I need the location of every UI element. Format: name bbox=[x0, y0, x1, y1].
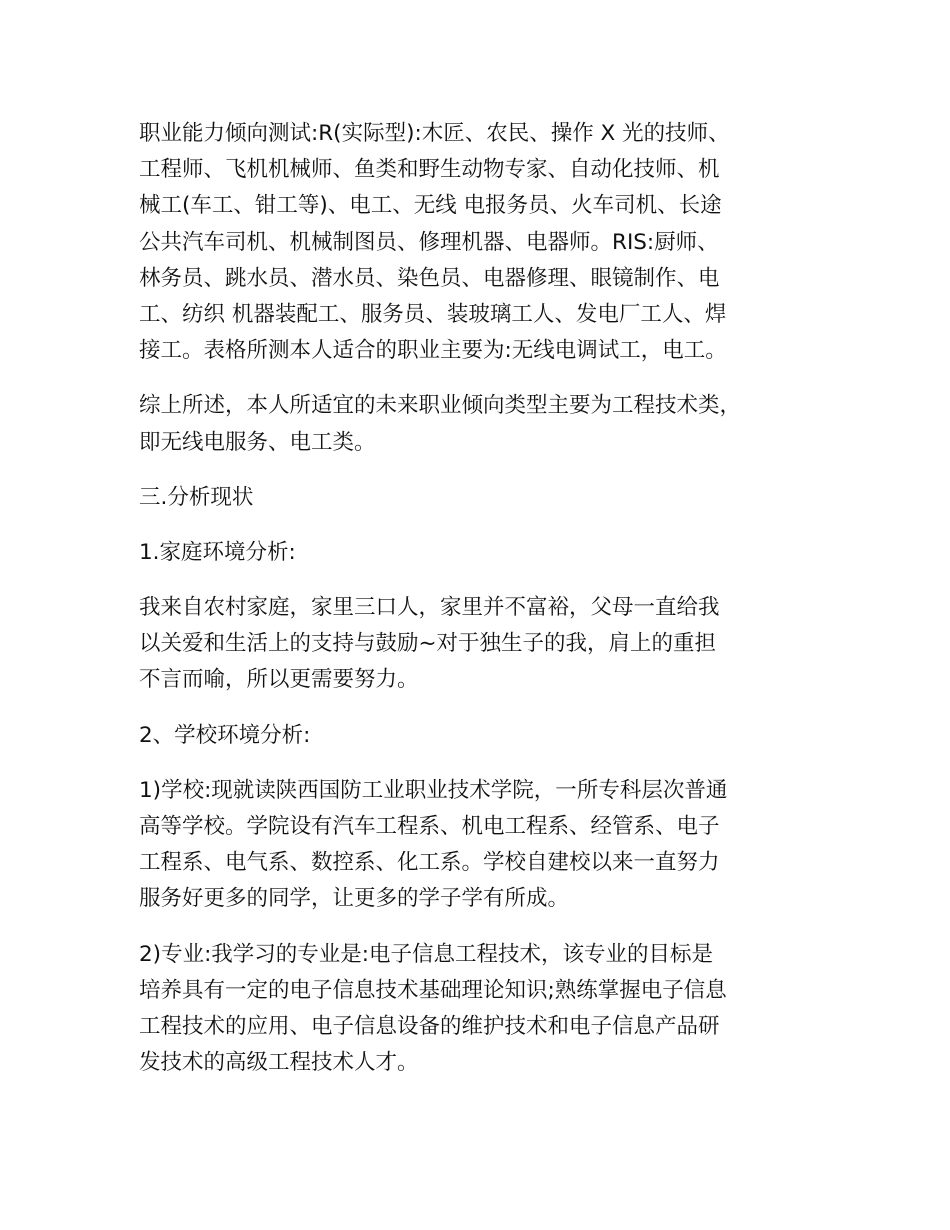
text-line: 2、学校环境分析: bbox=[139, 722, 311, 748]
text-line: 接工。表格所测本人适合的职业主要为:无线电调试工，电工。 bbox=[139, 338, 727, 364]
text-line: 公共汽车司机、机械制图员、修理机器、电器师。RIS:厨师、 bbox=[139, 229, 719, 255]
text-line: 培养具有一定的电子信息技术基础理论知识;熟练掌握电子信息 bbox=[139, 977, 727, 1003]
paragraph-career-test bbox=[139, 116, 817, 369]
text-line: 械工(车工、钳工等)、电工、无线 电报务员、火车司机、长途 bbox=[139, 193, 722, 219]
section-heading-analysis bbox=[139, 480, 817, 516]
subheading-school bbox=[139, 718, 817, 754]
text-line: 综上所述，本人所适宜的未来职业倾向类型主要为工程技术类， bbox=[139, 393, 742, 419]
text-line: 我来自农村家庭，家里三口人，家里并不富裕，父母一直给我 bbox=[139, 595, 720, 621]
text-line: 三.分析现状 bbox=[139, 484, 254, 510]
paragraph-family bbox=[139, 590, 817, 699]
text-line: 1.家庭环境分析: bbox=[139, 539, 296, 565]
text-line: 高等学校。学院设有汽车工程系、机电工程系、经管系、电子 bbox=[139, 814, 720, 839]
text-line: 服务好更多的同学，让更多的学子学有所成。 bbox=[139, 886, 570, 912]
text-line: 即无线电服务、电工类。 bbox=[139, 429, 376, 455]
text-line: 2)专业:我学习的专业是:电子信息工程技术，该专业的目标是 bbox=[139, 941, 714, 967]
subheading-family bbox=[139, 535, 817, 571]
text-line: 职业能力倾向测试:R(实际型):木匠、农民、操作 X 光的技师、 bbox=[139, 121, 730, 146]
text-line: 工程系、电气系、数控系、化工系。学校自建校以来一直努力 bbox=[139, 850, 720, 876]
paragraph-school bbox=[139, 773, 817, 918]
text-line: 1)学校:现就读陕西国防工业职业技术学院，一所专科层次普通 bbox=[139, 777, 728, 803]
paragraph-major bbox=[139, 937, 817, 1082]
text-line: 不言而喻，所以更需要努力。 bbox=[139, 667, 419, 693]
text-line: 工程师、飞机机械师、鱼类和野生动物专家、自动化技师、机 bbox=[139, 157, 720, 183]
text-line: 工、纺织 机器装配工、服务员、装玻璃工人、发电厂工人、焊 bbox=[139, 301, 727, 327]
text-line: 工程技术的应用、电子信息设备的维护技术和电子信息产品研 bbox=[139, 1013, 720, 1039]
text-line: 以关爱和生活上的支持与鼓励~对于独生子的我，肩上的重担 bbox=[139, 631, 717, 657]
paragraph-summary bbox=[139, 388, 817, 460]
document-page bbox=[139, 116, 817, 1100]
text-line: 林务员、跳水员、潜水员、染色员、电器修理、眼镜制作、电 bbox=[139, 265, 720, 291]
text-line: 发技术的高级工程技术人才。 bbox=[139, 1050, 419, 1076]
